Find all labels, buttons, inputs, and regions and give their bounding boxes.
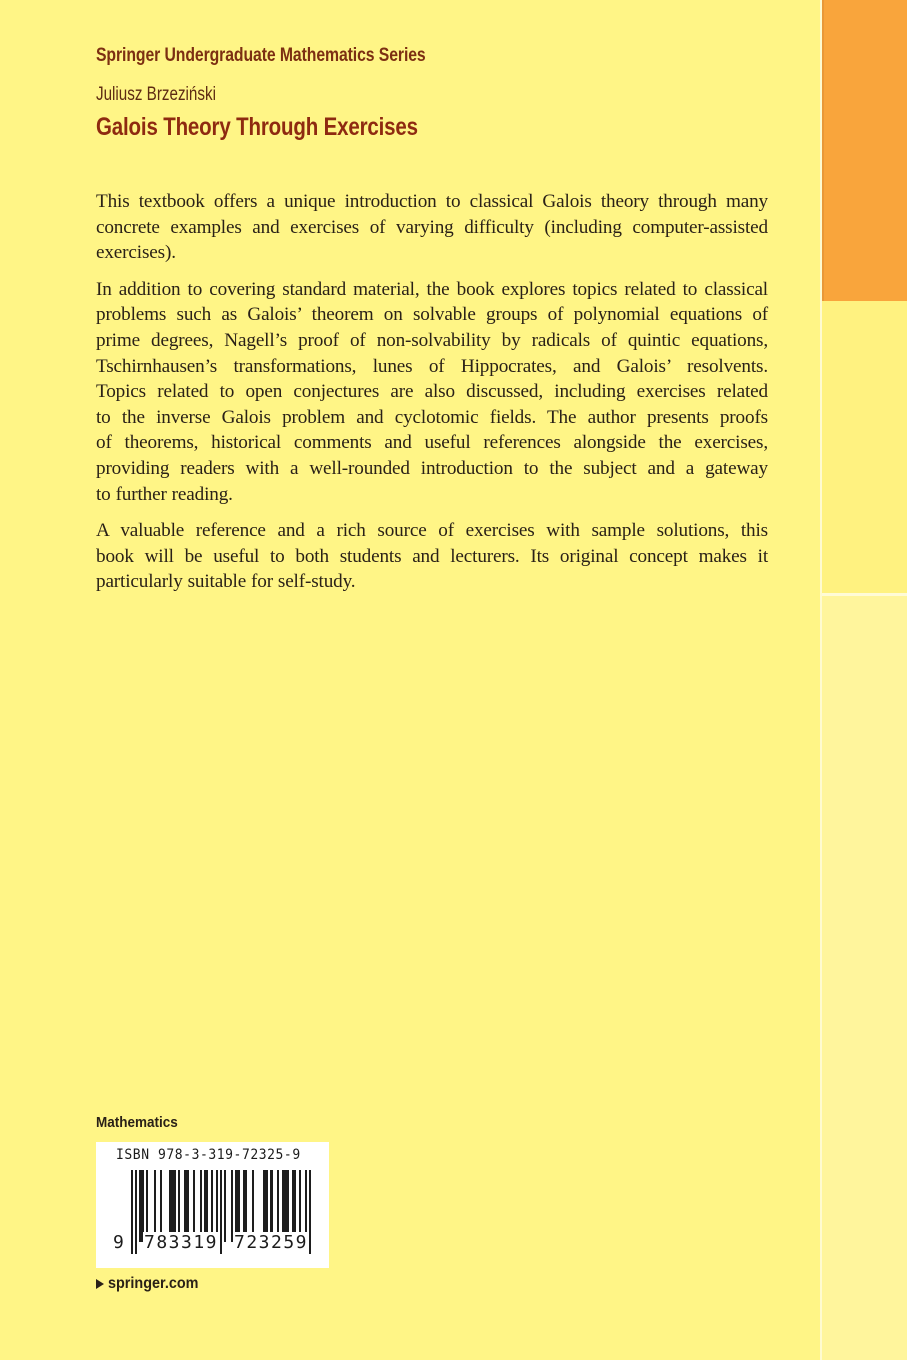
blurb-paragraph-1: [96, 189, 768, 266]
blurb-line: book will be useful to both students and lecturers. Its original concept makes it: [96, 545, 768, 567]
blurb-line: prime degrees, Nagell’s proof of non-solvability by radicals of quintic equations,: [96, 329, 768, 351]
blurb: [96, 189, 768, 606]
strip-yellow-block: [822, 301, 907, 593]
blurb-line: problems such as Galois’ theorem on solvable groups of polynomial equations of: [96, 304, 768, 326]
isbn-barcode: [96, 1142, 329, 1268]
publisher-website[interactable]: [96, 1275, 208, 1293]
blurb-line: A valuable reference and a rich source of exercises with sample solutions, this: [96, 520, 768, 542]
blurb-line: This textbook offers a unique introduction to classical Galois theory through many: [96, 191, 768, 212]
strip-orange-block: [822, 0, 907, 301]
blurb-line: of theorems, historical comments and useful references alongside the exercises,: [96, 432, 768, 454]
triangle-right-icon: [96, 1279, 104, 1289]
subject-label: Mathematics: [96, 1114, 178, 1131]
blurb-paragraph-2: [96, 277, 768, 507]
color-strip: [822, 0, 907, 1360]
blurb-line: Tschirnhausen’s transformations, lunes of Hippocrates, and Galois’ resolvents.: [96, 355, 768, 377]
blurb-line: to further reading.: [96, 483, 233, 505]
blurb-line: Topics related to open conjectures are also discussed, including exercises related: [96, 381, 768, 403]
ean-right-digits: 723259: [234, 1232, 309, 1253]
blurb-line: exercises).: [96, 242, 176, 264]
author-name: Juliusz Brzeziński: [96, 84, 216, 105]
website-label: springer.com: [108, 1275, 199, 1292]
blurb-line: particularly suitable for self-study.: [96, 571, 356, 593]
blurb-line: In addition to covering standard material, the book explores topics related to classical: [96, 278, 768, 300]
series-name: Springer Undergraduate Mathematics Series: [96, 45, 426, 66]
blurb-line: to the inverse Galois problem and cyclotomic fields. The author presents proofs: [96, 406, 768, 428]
strip-pale-block: [822, 596, 907, 1360]
ean-left-digits: 783319: [144, 1232, 219, 1253]
ean-first-digit: 9: [113, 1232, 124, 1253]
blurb-line: concrete examples and exercises of varying difficulty (including computer-assisted: [96, 216, 768, 238]
blurb-paragraph-3: [96, 518, 768, 595]
book-title: Galois Theory Through Exercises: [96, 113, 418, 141]
blurb-line: providing readers with a well-rounded introduction to the subject and a gateway: [96, 457, 768, 479]
isbn-text: ISBN 978-3-319-72325-9: [116, 1147, 301, 1163]
